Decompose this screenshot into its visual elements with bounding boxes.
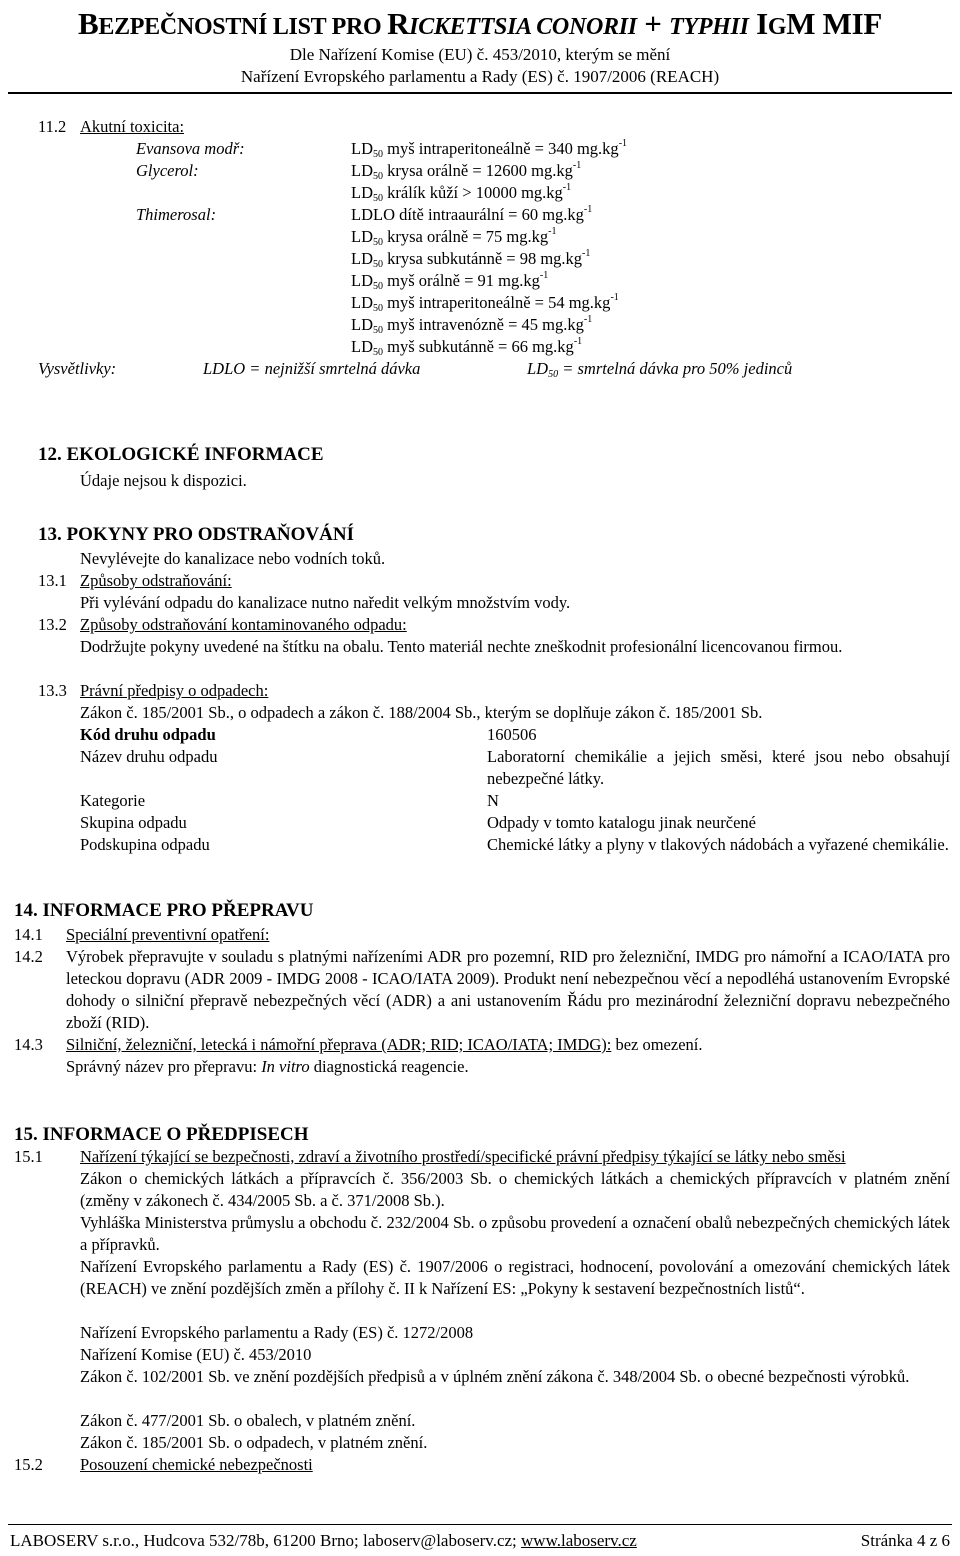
regulation-item-1: Zákon o chemických látkách a přípravcích č. 356/2003 Sb. o chemických látkách a chemických přípravcích v platném znění (změny v zákonech č. 434/2005 Sb. a č. 371/2008 Sb.). (80, 1169, 950, 1210)
regulation-item-5: Nařízení Komise (EU) č. 453/2010 (80, 1345, 312, 1364)
section-13-2-text: Dodržujte pokyny uvedené na štítku na obalu. Tento materiál nechte zneškodnit profesionální licencovanou firmou. (80, 637, 843, 656)
section-15-1-number: 15.1 (14, 1147, 43, 1166)
document-title: BEZPEČNOSTNÍ LIST PRO RICKETTSIA CONORII + TYPHII IGM MIF (78, 6, 882, 41)
thimerosal-label: Thimerosal: (136, 205, 217, 224)
waste-value-name: Laboratorní chemikálie a jejich směsi, které jsou nebo obsahují nebezpečné látky. (487, 747, 950, 788)
legend-label: Vysvětlivky: (38, 359, 117, 378)
section-14-3-line: Silniční, železniční, letecká i námořní přeprava (ADR; RID; ICAO/IATA; IMDG): bez omezení. (66, 1035, 703, 1054)
tox-row-10: $LD_{50}$ myš subkutánně = 66 $mg.kg^{-1}$ (351, 336, 583, 358)
regulation-item-2: Vyhláška Ministerstva průmyslu a obchodu č. 232/2004 Sb. o způsobu provedení a označení obalů nebezpečných chemických látek a přípravků. (80, 1213, 950, 1254)
section-13-2-title: Způsoby odstraňování kontaminovaného odpadu: (80, 615, 407, 634)
regulation-item-7: Zákon č. 477/2001 Sb. o obalech, v platném znění. (80, 1411, 416, 1430)
footer-company: LABOSERV s.r.o., Hudcova 532/78b, 61200 Brno; laboserv@laboserv.cz; www.laboserv.cz (10, 1531, 637, 1550)
tox-row-9: $LD_{50}$ myš intravenózně = 45 $mg.kg^{-1}$ (351, 314, 593, 336)
section-12-heading: 12. EKOLOGICKÉ INFORMACE (38, 444, 324, 465)
footer-divider (8, 1524, 952, 1525)
section-14-heading: 14. INFORMACE PRO PŘEPRAVU (14, 900, 314, 921)
section-13-1-title: Způsoby odstraňování: (80, 571, 232, 590)
section-14-3-number: 14.3 (14, 1035, 43, 1054)
waste-label-group: Skupina odpadu (80, 813, 187, 832)
section-13-2-number: 13.2 (38, 615, 67, 634)
section-13-1-text: Při vylévání odpadu do kanalizace nutno naředit velkým množstvím vody. (80, 593, 571, 612)
header-divider (8, 92, 952, 94)
waste-label-code: Kód druhu odpadu (80, 725, 216, 744)
tox-row-6: $LD_{50}$ krysa subkutánně = 98 $mg.kg^{-1}$ (351, 248, 591, 270)
tox-row-4: LDLO dítě intraaurální = 60 $mg.kg^{-1}$ (351, 204, 593, 224)
section-14-1-number: 14.1 (14, 925, 43, 944)
section-13-1-number: 13.1 (38, 571, 67, 590)
section-11-2-title: Akutní toxicita: (80, 117, 185, 136)
footer-page-number: Stránka 4 z 6 (860, 1531, 950, 1550)
section-14-2-number: 14.2 (14, 947, 43, 966)
section-14-2-text: Výrobek přepravujte v souladu s platnými nařízeními ADR pro pozemní, RID pro železniční, IMDG pro námořní a ICAO/IATA pro leteckou dopravu (ADR 2009 - IMDG 2008 - ICAO/IATA 2009). Produkt není nebezpečnou věcí a nepodléhá ustanovením Evropské dohody o silniční přepravě nebezpečných věcí (ADR) a ani ustanovením Řádu pro mezinárodní železniční dopravu nebezpečného zboží (RID). (66, 947, 950, 1032)
section-15-1-title: Nařízení týkající se bezpečnosti, zdraví a životního prostředí/specifické právní předpisy týkající se látky nebo směsi (80, 1147, 846, 1166)
tox-row-2: $LD_{50}$ krysa orálně = 12600 $mg.kg^{-1}$ (351, 160, 582, 182)
tox-row-3: $LD_{50}$ králík kůží > 10000 $mg.kg^{-1}$ (351, 182, 572, 204)
section-13-3-title: Právní předpisy o odpadech: (80, 681, 269, 700)
regulation-item-4: Nařízení Evropského parlamentu a Rady (ES) č. 1272/2008 (80, 1323, 474, 1342)
waste-value-group: Odpady v tomto katalogu jinak neurčené (487, 813, 756, 832)
section-13-3-number: 13.3 (38, 681, 67, 700)
footer-website-link[interactable]: www.laboserv.cz (521, 1531, 637, 1550)
section-15-heading: 15. INFORMACE O PŘEDPISECH (14, 1124, 309, 1145)
section-11-2-number: 11.2 (38, 117, 67, 136)
waste-label-name: Název druhu odpadu (80, 747, 218, 766)
section-13-3-text: Zákon č. 185/2001 Sb., o odpadech a zákon č. 188/2004 Sb., kterým se doplňuje zákon č. 185/2001 Sb. (80, 703, 763, 722)
section-14-1-title: Speciální preventivní opatření: (66, 925, 270, 944)
waste-label-subgroup: Podskupina odpadu (80, 835, 210, 854)
tox-row-1: $LD_{50}$ myš intraperitoneálně = 340 $mg.kg^{-1}$ (351, 138, 628, 160)
regulation-item-6: Zákon č. 102/2001 Sb. ve znění pozdějších předpisů a v úplném znění zákona č. 348/2004 Sb. o obecné bezpečnosti výrobků. (80, 1367, 910, 1386)
glycerol-label: Glycerol: (136, 161, 199, 180)
header-regulation-line-2: Nařízení Evropského parlamentu a Rady (ES) č. 1907/2006 (REACH) (240, 67, 720, 86)
regulation-item-3: Nařízení Evropského parlamentu a Rady (ES) č. 1907/2006 o registraci, hodnocení, povolování a omezování chemických látek (REACH) ve znění pozdějších změn a přílohy č. II k Nařízení ES: „Pokyny k sestavení bezpečnostních listů“. (80, 1257, 950, 1298)
legend-ldlo: LDLO = nejnižší smrtelná dávka (203, 359, 421, 378)
evansova-label: Evansova modř: (136, 139, 245, 158)
waste-value-subgroup: Chemické látky a plyny v tlakových nádobách a vyřazené chemikálie. (487, 835, 949, 854)
waste-label-category: Kategorie (80, 791, 146, 810)
header-regulation-line-1: Dle Nařízení Komise (EU) č. 453/2010, kterým se mění (289, 45, 671, 64)
waste-value-category: N (487, 791, 499, 810)
section-15-2-number: 15.2 (14, 1455, 43, 1474)
legend-ld50: $LD_{50}$ = smrtelná dávka pro 50% jedinců (527, 359, 793, 380)
section-12-text: Údaje nejsou k dispozici. (80, 471, 247, 490)
regulation-item-8: Zákon č. 185/2001 Sb. o odpadech, v platném znění. (80, 1433, 428, 1452)
section-15-2-title: Posouzení chemické nebezpečnosti (80, 1455, 313, 1474)
tox-row-8: $LD_{50}$ myš intraperitoneálně = 54 $mg.kg^{-1}$ (351, 292, 619, 314)
section-13-heading: 13. POKYNY PRO ODSTRAŇOVÁNÍ (38, 524, 354, 545)
tox-row-7: $LD_{50}$ myš orálně = 91 $mg.kg^{-1}$ (351, 270, 549, 292)
tox-row-5: $LD_{50}$ krysa orálně = 75 $mg.kg^{-1}$ (351, 226, 557, 248)
section-13-intro: Nevylévejte do kanalizace nebo vodních toků. (80, 549, 386, 568)
waste-value-code: 160506 (487, 725, 537, 744)
transport-name: Správný název pro přepravu: In vitro diagnostická reagencie. (66, 1057, 469, 1076)
